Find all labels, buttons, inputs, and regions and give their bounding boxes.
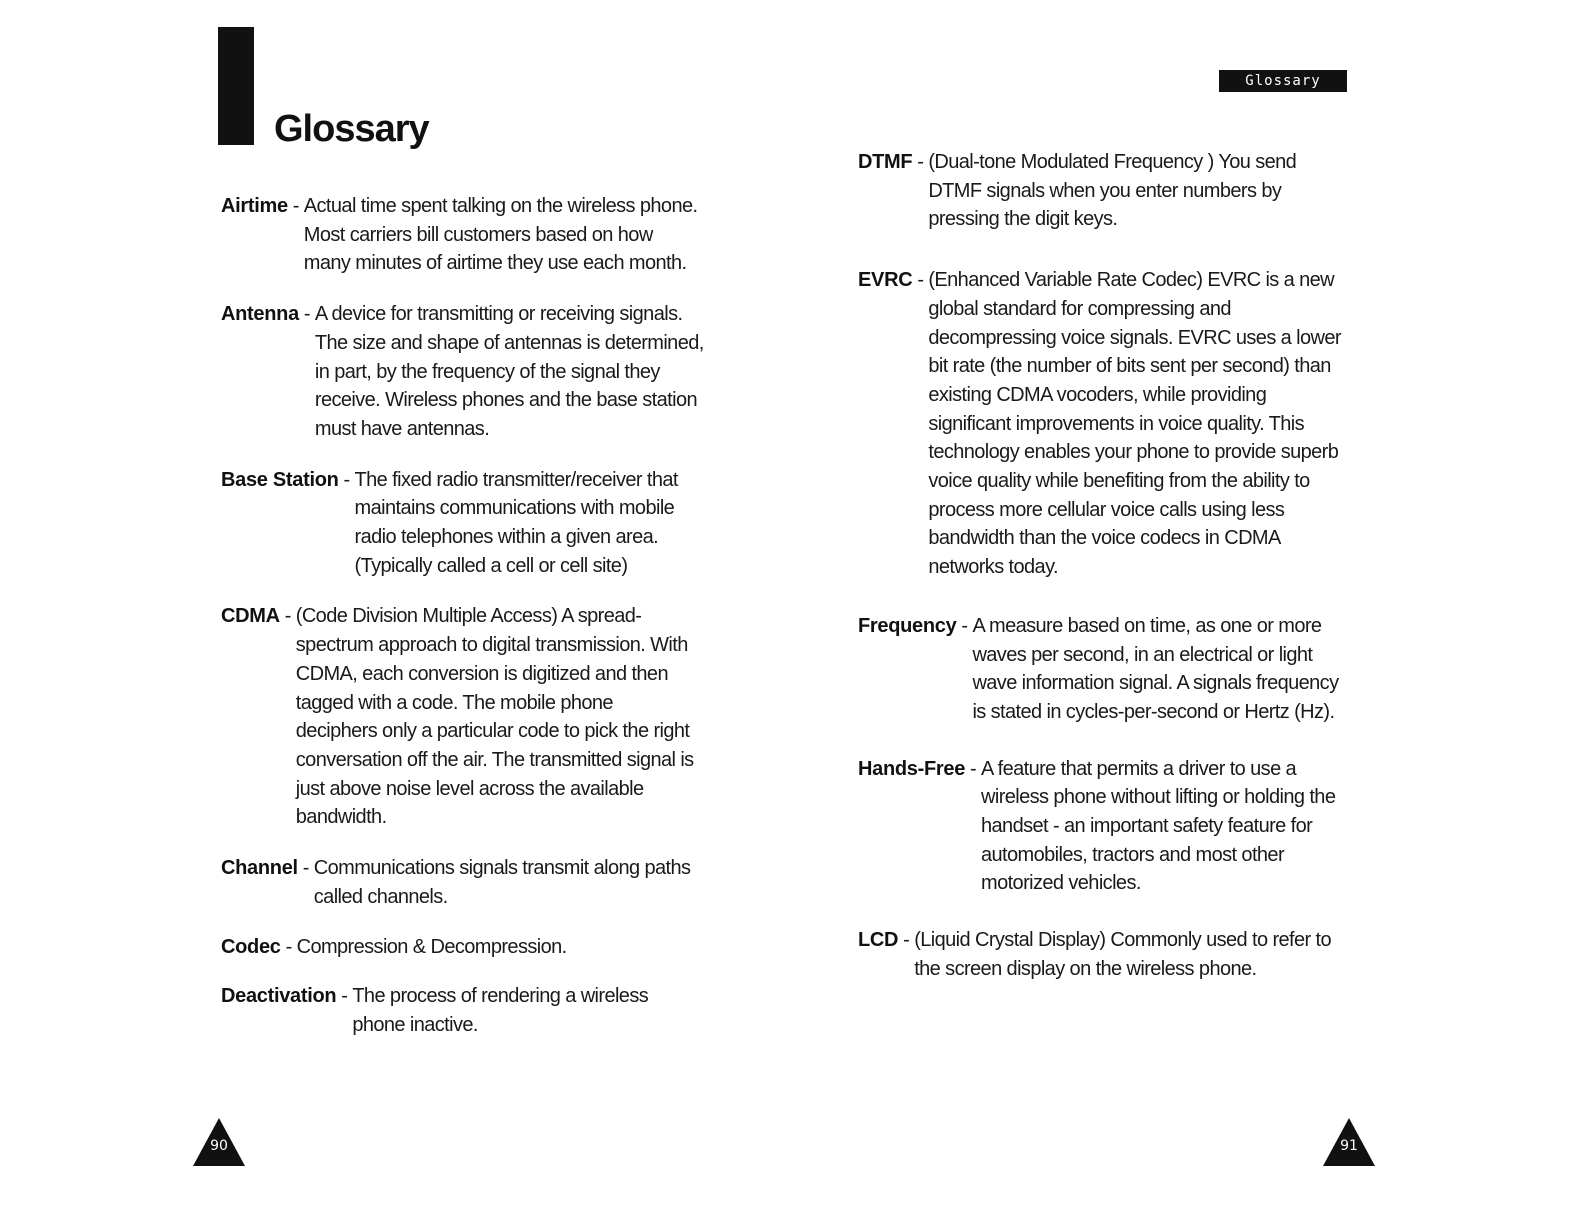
page-number: 91 [1340,1138,1358,1154]
running-header: Glossary [1219,70,1347,92]
glossary-entry [221,466,741,581]
glossary-list-left [221,192,741,1040]
glossary-entry [858,148,1378,234]
term-separator: - [298,303,315,326]
term-separator: - [338,468,355,491]
page-title: Glossary [274,108,429,150]
glossary-definition: (Dual-tone Modulated Frequency ) You send DTMF signals when you enter numbers by pressing the digit keys. [928,151,1297,231]
glossary-term: CDMA [221,605,280,628]
term-separator: - [912,269,929,292]
term-separator: - [912,151,929,173]
glossary-term: Base Station [221,468,339,491]
glossary-entry [858,755,1378,899]
glossary-term: EVRC [858,269,913,292]
term-separator: - [898,929,915,952]
glossary-term: Deactivation [221,985,337,1008]
glossary-definition: (Code Division Multiple Access) A spread-spectrum approach to digital transmission. With CDMA, each conversion is digitized and then tagged with a code. The mobile phone deciphers only a particular code to pick the right conversation off the air. The transmitted signal is just above noise level across the available bandwidth. [295,605,694,829]
right-page [789,0,1578,1221]
glossary-entry [858,612,1378,727]
glossary-definition: (Enhanced Variable Rate Codec) EVRC is a new global standard for compressing and decompressing voice signals. EVRC uses a lower bit rate (the number of bits sent per second) than existing CDMA vocoders, while providing significant improvements in voice quality. This technology enables your phone to provide superb voice quality while benefiting from the ability to process more cellular voice calls using less bandwidth than the voice codecs in CDMA networks today. [928,269,1341,579]
glossary-definition: A device for transmitting or receiving signals. The size and shape of antennas is determined, in part, by the frequency of the signal they receive. Wireless phones and the base station must have antennas. [314,303,704,440]
glossary-term: DTMF [858,151,913,173]
glossary-definition: A measure based on time, as one or more waves per second, in an electrical or light wave information signal. A signals frequency is stated in cycles-per-second or Hertz (Hz). [972,614,1339,723]
glossary-definition: A feature that permits a driver to use a wireless phone without lifting or holding the handset - an important safety feature for automobiles, tractors and most other motorized vehicles. [981,757,1336,895]
term-separator: - [297,857,314,880]
glossary-entry [221,933,741,962]
glossary-definition: Actual time spent talking on the wireless phone. Most carriers bill customers based on how many minutes of airtime they use each month. [303,195,698,275]
glossary-definition: Compression & Decompression. [296,936,567,959]
glossary-term: Channel [221,857,298,880]
glossary-entry [221,854,741,911]
glossary-entry [221,602,741,832]
glossary-entry [858,266,1378,582]
term-separator: - [287,195,304,217]
page-number-marker [191,1116,247,1168]
term-separator: - [279,605,296,628]
glossary-entry [221,192,741,278]
term-separator: - [336,985,353,1008]
glossary-entry [221,982,741,1039]
glossary-term: Airtime [221,195,288,217]
glossary-definition: The fixed radio transmitter/receiver that maintains communications with mobile radio telephones within a given area. (Typically called a cell or cell site) [354,468,678,577]
glossary-list-right [858,148,1378,984]
page-number-marker [1321,1116,1377,1168]
term-separator: - [965,757,982,780]
glossary-entry [221,300,741,444]
glossary-term: LCD [858,929,899,952]
glossary-definition: Communications signals transmit along paths called channels. [313,857,691,908]
glossary-term: Frequency [858,614,957,637]
glossary-term: Antenna [221,303,299,326]
page-number: 90 [210,1138,228,1154]
glossary-definition: (Liquid Crystal Display) Commonly used to refer to the screen display on the wireless phone. [914,929,1332,980]
term-separator: - [956,614,973,637]
term-separator: - [280,936,297,959]
glossary-entry [858,926,1378,983]
glossary-term: Codec [221,936,281,959]
glossary-definition: The process of rendering a wireless phone inactive. [352,985,649,1036]
glossary-term: Hands-Free [858,757,966,780]
title-bar-decoration [218,27,254,145]
